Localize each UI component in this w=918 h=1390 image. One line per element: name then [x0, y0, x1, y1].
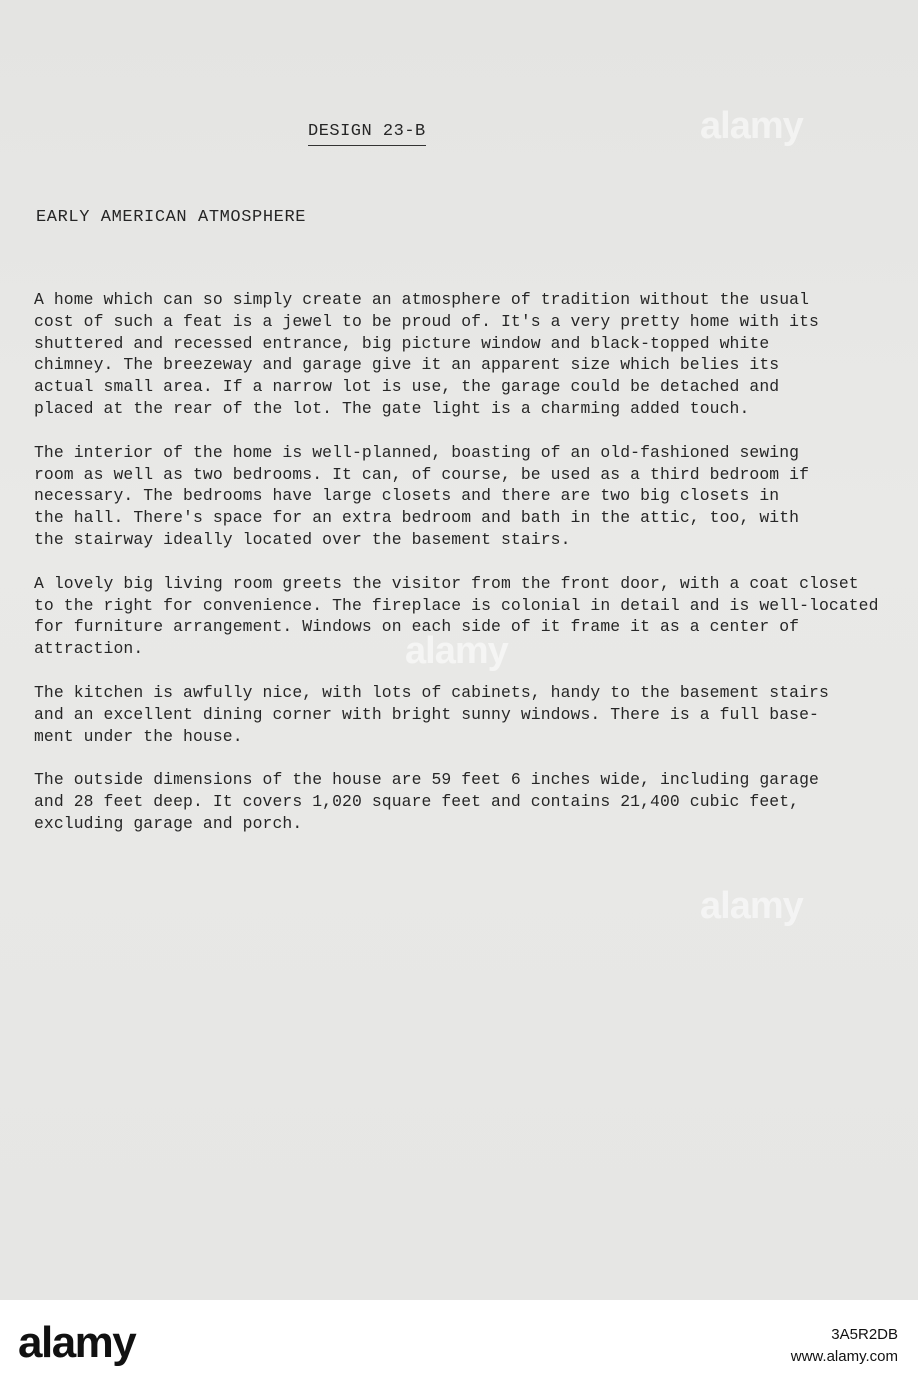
watermark-logo: alamy: [405, 630, 508, 672]
document-heading: DESIGN 23-B: [308, 122, 426, 146]
site-url: www.alamy.com: [790, 1348, 898, 1365]
paragraph-living-room: A lovely big living room greets the visitor from the front door, with a coat closet to the right for convenience. The fireplace is colonial in detail and is well-located for furniture arrangement. Windows on each side of it frame it as a center of attraction.: [34, 573, 879, 659]
document-body: [34, 289, 914, 857]
watermark-logo: alamy: [700, 105, 803, 147]
paragraph-kitchen: The kitchen is awfully nice, with lots of cabinets, handy to the basement stairs and an excellent dining corner with bright sunny windows. There is a full base- ment under the house.: [34, 682, 829, 746]
footer-image-info: [791, 1324, 898, 1368]
paragraph-exterior: A home which can so simply create an atmosphere of tradition without the usual cost of such a feat is a jewel to be proud of. It's a very pretty home with its shuttered and recessed entrance, big picture window and black-topped white chimney. The breezeway and garage give it an apparent size which belies its actual small area. If a narrow lot is use, the garage could be detached and placed at the rear of the lot. The gate light is a charming added touch.: [34, 290, 819, 418]
paragraph-dimensions: The outside dimensions of the house are 59 feet 6 inches wide, including garage and 28 feet deep. It covers 1,020 square feet and contains 21,400 cubic feet, excluding garage and porch.: [34, 770, 819, 833]
paragraph-interior: The interior of the home is well-planned, boasting of an old-fashioned sewing room as well as two bedrooms. It can, of course, be used as a third bedroom if necessary. The bedrooms have large closets and there are two big closets in the hall. There's space for an extra bedroom and bath in the attic, too, with the stairway ideally located over the basement stairs.: [34, 442, 810, 549]
document-subheading: EARLY AMERICAN ATMOSPHERE: [36, 208, 307, 227]
watermark-logo: alamy: [700, 885, 803, 927]
footer-logo: alamy: [18, 1318, 136, 1367]
image-id: 3A5R2DB: [831, 1326, 898, 1343]
footer-bar: [0, 1300, 918, 1390]
